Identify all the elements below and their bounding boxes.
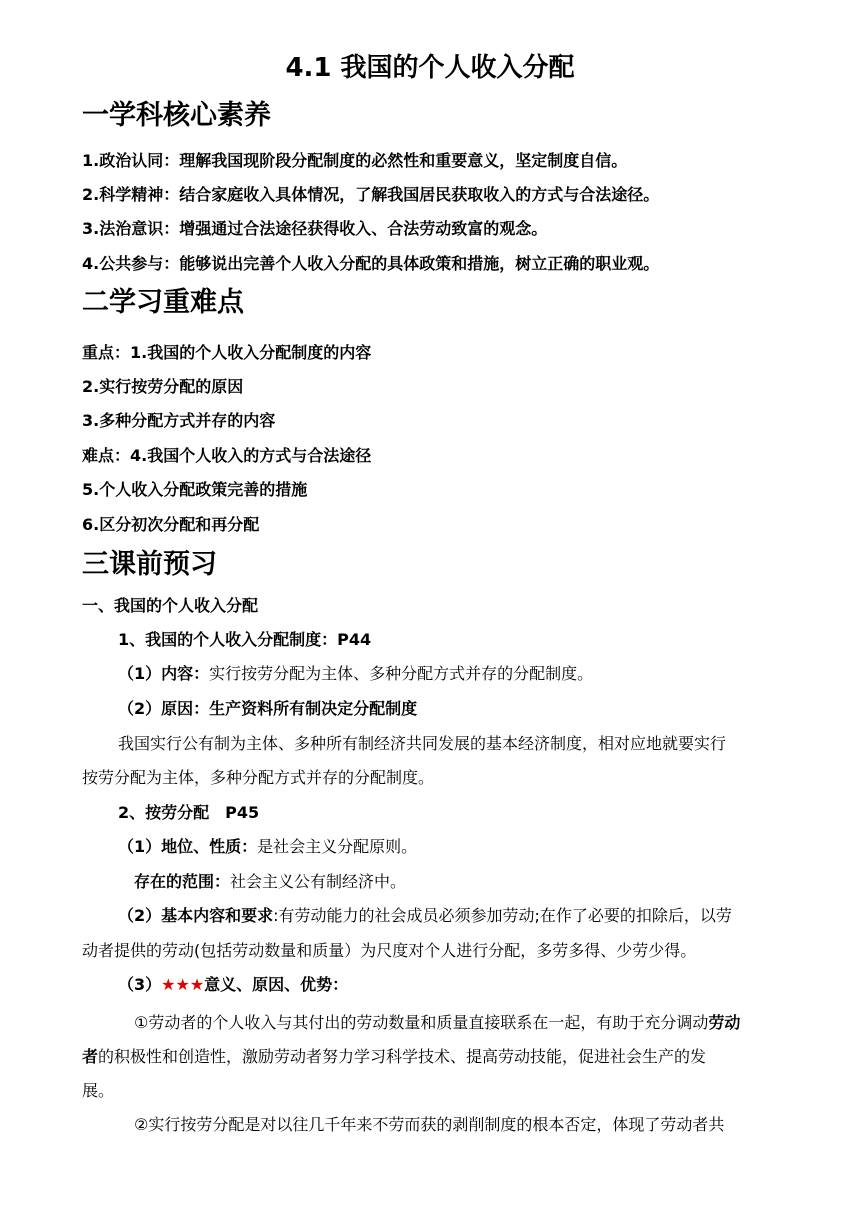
sub1-heading: 1、我国的个人收入分配制度：P44 <box>118 630 372 649</box>
s2-point2-line1: ②实行按劳分配是对以往几千年来不劳而获的剥削制度的根本否定，体现了劳动者共 <box>134 1115 725 1134</box>
s2-point1-line3: 展。 <box>82 1081 115 1100</box>
section1-item-1: 1.政治认同：理解我国现阶段分配制度的必然性和重要意义，坚定制度自信。 <box>82 151 628 170</box>
s1-content-line <box>118 663 593 685</box>
section1-heading: 一学科核心素养 <box>82 100 271 131</box>
section2-item-4: 难点：4.我国个人收入的方式与合法途径 <box>82 446 372 465</box>
s2-point1-text2a: 者 <box>82 1047 99 1066</box>
s2-position-line <box>118 836 417 858</box>
s2-scope-text: 社会主义公有制经济中。 <box>230 872 407 891</box>
star-rating-icon: ★★★ <box>161 975 205 994</box>
section2-heading: 二学习重难点 <box>82 287 244 318</box>
part1-heading: 一、我国的个人收入分配 <box>82 596 259 615</box>
section2-item-6: 6.区分初次分配和再分配 <box>82 515 260 534</box>
section2-item-3: 3.多种分配方式并存的内容 <box>82 411 276 430</box>
s2-significance-line <box>118 974 348 996</box>
s2-point1-text1b: 劳动 <box>708 1013 741 1032</box>
s1-reason-para-line2: 按劳分配为主体，多种分配方式并存的分配制度。 <box>82 768 435 787</box>
section1-item-2: 2.科学精神：结合家庭收入具体情况，了解我国居民获取收入的方式与合法途径。 <box>82 185 660 204</box>
sub2-heading: 2、按劳分配 P45 <box>118 803 260 822</box>
section3-heading: 三课前预习 <box>82 549 217 580</box>
section1-item-4: 4.公共参与：能够说出完善个人收入分配的具体政策和措施，树立正确的职业观。 <box>82 254 660 273</box>
section2-item-1: 重点：1.我国的个人收入分配制度的内容 <box>82 343 372 362</box>
s2-scope-line <box>134 871 406 893</box>
s2-requirement-line2: 动者提供的劳动(包括劳动数量和质量）为尺度对个人进行分配，多劳多得、少劳少得。 <box>82 941 697 960</box>
section2-item-5: 5.个人收入分配政策完善的措施 <box>82 480 308 499</box>
s2-requirement-text1: :有劳动能力的社会成员必须参加劳动;在作了必要的扣除后，以劳 <box>273 906 732 925</box>
section1-item-3: 3.法治意识：增强通过合法途径获得收入、合法劳动致富的观念。 <box>82 219 548 238</box>
s1-reason-para-line1: 我国实行公有制为主体、多种所有制经济共同发展的基本经济制度，相对应地就要实行 <box>118 734 727 753</box>
s1-content-text: 实行按劳分配为主体、多种分配方式并存的分配制度。 <box>209 664 594 683</box>
s2-significance-prefix: （3） <box>118 975 162 994</box>
s2-position-label: （1）地位、性质： <box>118 837 258 856</box>
page-title: 4.1 我国的个人收入分配 <box>285 53 575 83</box>
s2-requirement-line1 <box>118 905 732 927</box>
s1-reason: （2）原因：生产资料所有制决定分配制度 <box>118 699 418 718</box>
s2-significance-label: 意义、原因、优势： <box>204 975 349 994</box>
s1-content-label: （1）内容： <box>118 664 210 683</box>
s2-point1-text1a: ①劳动者的个人收入与其付出的劳动数量和质量直接联系在一起，有助于充分调动 <box>134 1013 709 1032</box>
s2-point1-line1 <box>134 1012 740 1034</box>
section2-item-2: 2.实行按劳分配的原因 <box>82 377 244 396</box>
s2-requirement-label: （2）基本内容和要求 <box>118 906 274 925</box>
s2-scope-label: 存在的范围： <box>134 872 231 891</box>
s2-position-text: 是社会主义分配原则。 <box>257 837 418 856</box>
s2-point1-line2 <box>82 1046 706 1068</box>
s2-point1-text2b: 的积极性和创造性，激励劳动者努力学习科学技术、提高劳动技能，促进社会生产的发 <box>98 1047 707 1066</box>
